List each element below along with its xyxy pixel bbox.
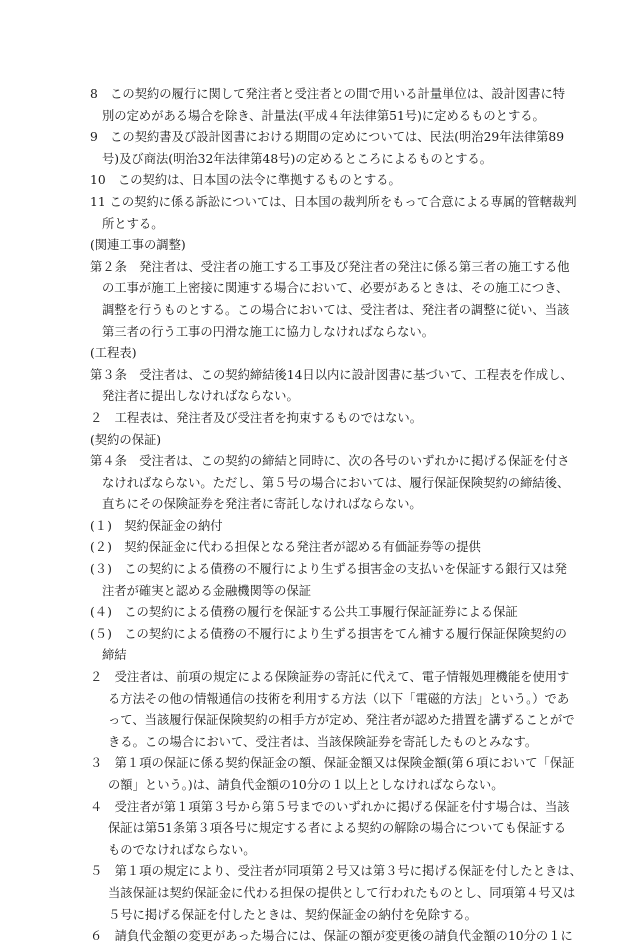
paragraph-8-line: 別の定めがある場合を除き、計量法(平成４年法律第51号)に定めるものとする。 xyxy=(102,108,545,123)
article-4-paragraph-5: ５ 第１項の規定により、受注者が同項第２号又は第３号に掲げる保証を付したときは、 xyxy=(90,864,582,879)
item-5-line: (５) この契約による債務の不履行により生ずる損害をてん補する履行保証保険契約の xyxy=(90,626,567,641)
article-4-paragraph-6: ６ 請負代金額の変更があった場合には、保証の額が変更後の請負代金額の10分の１に xyxy=(90,929,573,944)
item-1: (１) 契約保証金の納付 xyxy=(90,518,223,533)
article-4-paragraph-2: きる。この場合において、受注者は、当該保険証券を寄託したものとみなす。 xyxy=(108,734,538,749)
article-2-line: 第三者の行う工事の円滑な施工に協力しなければならない。 xyxy=(102,324,435,339)
article-4-paragraph-5: ５号に掲げる保証を付したときは、契約保証金の納付を免除する。 xyxy=(108,907,477,922)
item-2: (２) 契約保証金に代わる担保となる発注者が認める有価証券等の提供 xyxy=(90,540,481,555)
article-4-paragraph-4: 保証は第51条第３項各号に規定する者による契約の解除の場合についても保証する xyxy=(108,821,567,836)
article-4-paragraph-4: ものでなければならない。 xyxy=(108,842,256,857)
article-2-line: 第２条 発注者は、受注者の施工する工事及び発注者の発注に係る第三者の施工する他 xyxy=(90,259,570,274)
article-4-paragraph-5: 当該保証は契約保証金に代わる担保の提供として行われたものとし、同項第４号又は xyxy=(108,885,576,900)
article-2-line: 調整を行うものとする。この場合においては、受注者は、発注者の調整に従い、当該 xyxy=(102,302,570,317)
item-3-line: (３) この契約による債務の不履行により生ずる損害金の支払いを保証する銀行又は発 xyxy=(90,562,567,577)
section-heading-related-work: (関連工事の調整) xyxy=(90,238,186,253)
article-3-line: 第３条 受注者は、この契約締結後14日以内に設計図書に基づいて、工程表を作成し、 xyxy=(90,367,573,382)
article-2-line: の工事が施工上密接に関連する場合において、必要があるときは、その施工につき、 xyxy=(102,281,569,296)
article-4-paragraph-4: ４ 受注者が第１項第３号から第５号までのいずれかに掲げる保証を付す場合は、当該 xyxy=(90,799,570,814)
article-3-line: 発注者に提出しなければならない。 xyxy=(102,389,299,404)
article-4-paragraph-2: って、当該履行保証保険契約の相手方が定め、発注者が認めた措置を講ずることがで xyxy=(108,713,575,728)
paragraph-10-line: 10 この契約は、日本国の法令に準拠するものとする。 xyxy=(90,173,401,188)
item-5-line: 締結 xyxy=(102,648,127,663)
section-heading-schedule: (工程表) xyxy=(90,346,137,361)
article-4-paragraph-2: ２ 受注者は、前項の規定による保険証券の寄託に代えて、電子情報処理機能を使用す xyxy=(90,670,570,685)
paragraph-9-line: 号)及び商法(明治32年法律第48号)の定めるところによるものとする。 xyxy=(102,151,493,166)
article-4-line: 第４条 受注者は、この契約の締結と同時に、次の各号のいずれかに掲げる保証を付さ xyxy=(90,454,570,469)
article-4-paragraph-3: の額」という。)は、請負代金額の10分の１以上としなければならない。 xyxy=(108,778,504,792)
paragraph-11-line: 11 この契約に係る訴訟については、日本国の裁判所をもって合意による専属的管轄裁判 xyxy=(90,194,577,209)
section-heading-guarantee: (契約の保証) xyxy=(90,432,162,447)
item-4: (４) この契約による債務の履行を保証する公共工事履行保証証券による保証 xyxy=(90,605,518,620)
paragraph-9-line: 9 この契約書及び設計図書における期間の定めについては、民法(明治29年法律第89 xyxy=(90,130,565,145)
item-3-line: 注者が確実と認める金融機関等の保証 xyxy=(102,583,312,598)
paragraph-11-line: 所とする。 xyxy=(102,216,164,231)
article-3-paragraph-2: ２ 工程表は、発注者及び受注者を拘束するものではない。 xyxy=(90,410,423,425)
article-4-paragraph-3: ３ 第１項の保証に係る契約保証金の額、保証金額又は保険金額(第６項において「保証 xyxy=(90,756,575,771)
article-4-paragraph-2: る方法その他の情報通信の技術を利用する方法（以下「電磁的方法」という。）であ xyxy=(108,691,570,706)
article-4-line: なければならない。ただし、第５号の場合においては、履行保証保険契約の締結後、 xyxy=(102,475,570,490)
article-4-line: 直ちにその保険証券を発注者に寄託しなければならない。 xyxy=(102,497,422,512)
paragraph-8-line: 8 この契約の履行に関して発注者と受注者との間で用いる計量単位は、設計図書に特 xyxy=(90,87,566,101)
